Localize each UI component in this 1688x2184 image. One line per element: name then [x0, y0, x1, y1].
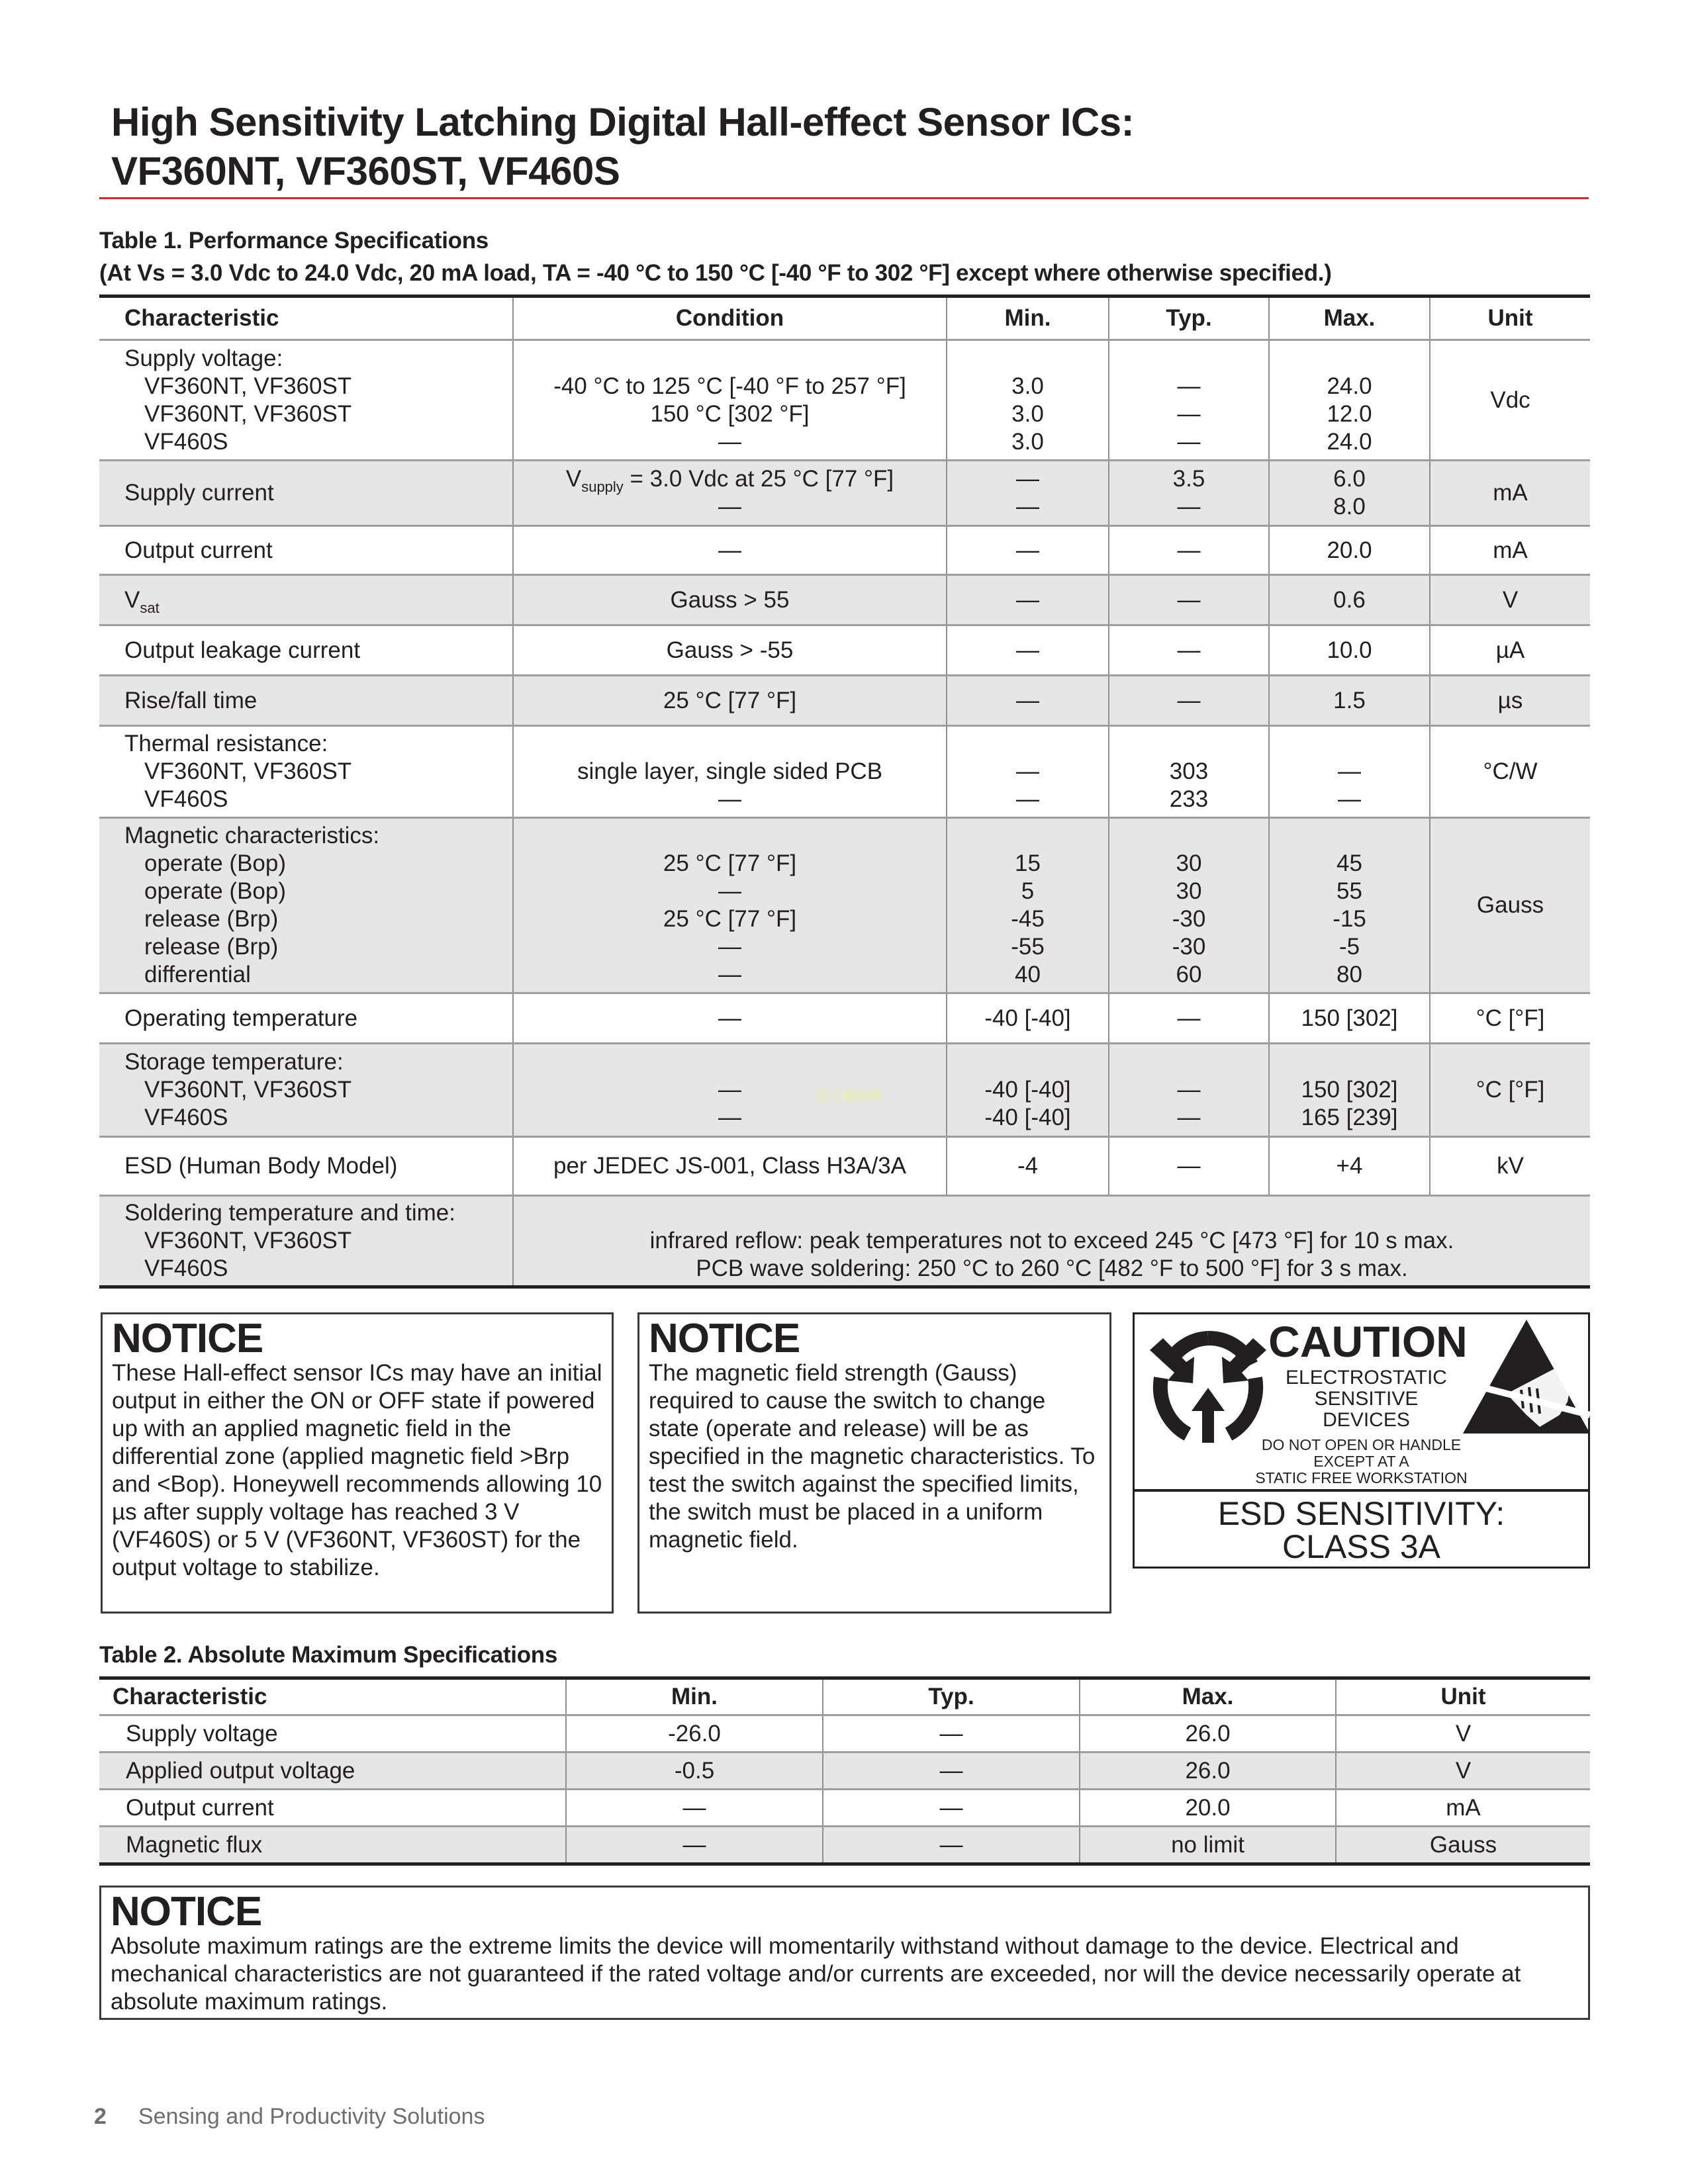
table2-caption: Table 2. Absolute Maximum Specifications — [99, 1642, 558, 1668]
typ-cell: — — [1109, 676, 1269, 726]
typ-cell: — — [823, 1827, 1080, 1864]
max-cell: 26.0 — [1080, 1752, 1336, 1790]
characteristic-cell: Supply voltage — [99, 1715, 566, 1752]
characteristic-label: Magnetic characteristics: — [124, 823, 380, 848]
max-cell — [1269, 340, 1430, 461]
unit-cell: mA — [1430, 526, 1590, 575]
page-footer — [94, 2103, 485, 2130]
page-number: 2 — [94, 2104, 107, 2129]
min-value: -40 [-40] — [984, 1077, 1071, 1103]
max-value: 8.0 — [1333, 494, 1366, 520]
condition-value: — — [718, 494, 741, 520]
unit-cell: µs — [1430, 676, 1590, 726]
col-header-min: Min. — [947, 296, 1109, 340]
characteristic-sublabel: VF360NT, VF360ST — [144, 1228, 352, 1253]
unit-cell: °C/W — [1430, 726, 1590, 818]
condition-cell: Gauss > -55 — [513, 625, 947, 676]
characteristic-label: Supply voltage: — [124, 345, 283, 371]
notice-magnetic-field — [637, 1312, 1111, 1614]
unit-cell: Gauss — [1430, 818, 1590, 993]
col-header-typ: Typ. — [1109, 296, 1269, 340]
soldering-conditions-cell — [513, 1196, 1590, 1287]
characteristic-cell: Rise/fall time — [99, 676, 513, 726]
max-value: 6.0 — [1333, 466, 1366, 492]
table-row — [99, 1827, 1590, 1864]
v-symbol: V — [565, 466, 582, 492]
esd-caution-label — [1133, 1312, 1590, 1569]
col-header-unit: Unit — [1430, 296, 1590, 340]
characteristic-cell — [99, 818, 513, 993]
condition-cell — [513, 726, 947, 818]
table1-subcaption: (At Vs = 3.0 Vdc to 24.0 Vdc, 20 mA load, TA = -40 °C to 150 °C [-40 °F to 302 °F] except where otherwise specified.) — [99, 260, 1332, 286]
title-line-1: High Sensitivity Latching Digital Hall-effect Sensor ICs: — [111, 100, 1135, 144]
condition-value: — — [718, 1077, 741, 1103]
characteristic-sublabel: VF460S — [144, 786, 228, 812]
col-header-unit: Unit — [1336, 1678, 1590, 1715]
characteristic-sublabel: VF460S — [144, 1105, 228, 1130]
typ-cell — [1109, 340, 1269, 461]
handling-line: DO NOT OPEN OR HANDLE — [1261, 1436, 1462, 1453]
min-value: 3.0 — [1011, 373, 1044, 399]
typ-value: 3.5 — [1172, 466, 1205, 492]
characteristic-cell: Magnetic flux — [99, 1827, 566, 1864]
table-row-esd — [99, 1137, 1590, 1196]
col-header-characteristic: Characteristic — [99, 1678, 566, 1715]
min-cell: — — [947, 575, 1109, 625]
typ-cell: — — [823, 1790, 1080, 1827]
characteristic-label: Soldering temperature and time: — [124, 1200, 455, 1226]
table-row-vsat — [99, 575, 1590, 625]
max-value: -5 — [1338, 934, 1360, 960]
notice-heading: NOTICE — [112, 1316, 263, 1361]
min-cell — [947, 726, 1109, 818]
characteristic-sublabel: VF460S — [144, 428, 228, 455]
typ-value: — — [1177, 428, 1201, 455]
min-cell: -4 — [947, 1137, 1109, 1196]
min-value: -55 — [1011, 934, 1045, 960]
condition-value: — — [718, 878, 741, 904]
footer-text: Sensing and Productivity Solutions — [138, 2104, 485, 2129]
table-row-operating-temperature — [99, 993, 1590, 1044]
typ-cell — [1109, 818, 1269, 993]
caution-heading: CAUTION — [1268, 1317, 1468, 1366]
notice-body: These Hall-effect sensor ICs may have an initial output in either the ON or OFF state if powered up with an applied magnetic field in the differential zone (applied magnetic field >Brp and <Bop). Honeywell recommends allowing 10 µs after supply voltage has reached 3 V (VF460S) or 5 V (VF360NT, VF360ST) for the output voltage to stabilize. — [112, 1360, 602, 1580]
characteristic-sublabel: release (Brp) — [144, 934, 279, 960]
characteristic-cell: Operating temperature — [99, 993, 513, 1044]
min-value: — — [1016, 494, 1039, 520]
min-value: 40 — [1015, 962, 1041, 987]
characteristic-cell — [99, 1196, 513, 1287]
condition-value: — — [718, 786, 741, 812]
max-value: — — [1338, 758, 1361, 784]
min-cell: — — [947, 676, 1109, 726]
subscript: sat — [140, 599, 160, 616]
table-row — [99, 1790, 1590, 1827]
typ-value: -30 — [1172, 906, 1206, 932]
condition-cell — [513, 340, 947, 461]
min-value: — — [1016, 758, 1039, 784]
max-value: 12.0 — [1327, 400, 1372, 427]
typ-cell: — — [823, 1715, 1080, 1752]
unit-cell: mA — [1430, 461, 1590, 526]
typ-cell: — — [823, 1752, 1080, 1790]
typ-value: 30 — [1176, 850, 1202, 876]
unit-cell: V — [1336, 1752, 1590, 1790]
max-cell: 20.0 — [1080, 1790, 1336, 1827]
condition-value: — — [718, 962, 741, 987]
min-cell — [947, 1044, 1109, 1137]
characteristic-sublabel: release (Brp) — [144, 906, 279, 932]
table-row-thermal-resistance — [99, 726, 1590, 818]
table-row-output-current — [99, 526, 1590, 575]
condition-value: 150 °C [302 °F] — [650, 400, 810, 427]
page-title — [111, 98, 1134, 196]
notice-heading: NOTICE — [111, 1889, 262, 1934]
typ-cell — [1109, 726, 1269, 818]
watermark: 芯片模块网 — [816, 1089, 882, 1104]
max-cell: no limit — [1080, 1827, 1336, 1864]
table-row-magnetic-characteristics — [99, 818, 1590, 993]
notice-heading: NOTICE — [649, 1316, 800, 1361]
condition-cell: — — [513, 993, 947, 1044]
title-line-2: VF360NT, VF360ST, VF460S — [111, 149, 620, 193]
col-header-min: Min. — [566, 1678, 823, 1715]
typ-cell — [1109, 1044, 1269, 1137]
min-cell — [947, 818, 1109, 993]
max-cell: 10.0 — [1269, 625, 1430, 676]
condition-cell — [513, 818, 947, 993]
table1-caption: Table 1. Performance Specifications — [99, 228, 489, 253]
typ-value: -30 — [1172, 934, 1206, 960]
condition-cell: per JEDEC JS-001, Class H3A/3A — [513, 1137, 947, 1196]
condition-value: 25 °C [77 °F] — [663, 906, 797, 932]
condition-value: 25 °C [77 °F] — [663, 850, 797, 876]
unit-cell: mA — [1336, 1790, 1590, 1827]
condition-cell: 25 °C [77 °F] — [513, 676, 947, 726]
esd-class-value: CLASS 3A — [1282, 1528, 1440, 1565]
max-cell — [1269, 461, 1430, 526]
max-value: 80 — [1336, 962, 1362, 987]
typ-cell: — — [1109, 1137, 1269, 1196]
characteristic-label: Storage temperature: — [124, 1049, 344, 1075]
notice-body: Absolute maximum ratings are the extreme limits the device will momentarily withstand without damage to the device. Electrical and mechanical characteristics are not guaranteed if the rated voltage and/or currents are exceeded, nor will the device necessarily operate at absolute maximum ratings. — [111, 1933, 1521, 2015]
unit-cell: Vdc — [1430, 340, 1590, 461]
caution-line: DEVICES — [1323, 1409, 1410, 1431]
min-value: 5 — [1021, 878, 1035, 904]
max-value: — — [1338, 786, 1361, 812]
col-header-condition: Condition — [513, 296, 947, 340]
typ-cell — [1109, 461, 1269, 526]
characteristic-cell — [99, 726, 513, 818]
max-value: 55 — [1336, 878, 1362, 904]
caution-esd-text — [1280, 1367, 1452, 1431]
characteristic-cell: Supply current — [99, 461, 513, 526]
condition-text: = 3.0 Vdc at 25 °C [77 °F] — [623, 466, 894, 492]
characteristic-sublabel: VF360NT, VF360ST — [144, 400, 352, 427]
unit-cell: °C [°F] — [1430, 1044, 1590, 1137]
min-cell: -0.5 — [566, 1752, 823, 1790]
min-cell: — — [566, 1790, 823, 1827]
soldering-wave: PCB wave soldering: 250 °C to 260 °C [482 °F to 500 °F] for 3 s max. — [696, 1255, 1408, 1281]
typ-cell: — — [1109, 575, 1269, 625]
characteristic-cell: Applied output voltage — [99, 1752, 566, 1790]
min-value: 3.0 — [1011, 428, 1044, 455]
characteristic-cell — [99, 575, 513, 625]
min-cell: — — [566, 1827, 823, 1864]
unit-cell: V — [1336, 1715, 1590, 1752]
characteristic-cell: Output current — [99, 526, 513, 575]
min-value: -45 — [1011, 906, 1045, 932]
max-value: 165 [239] — [1301, 1105, 1398, 1130]
esd-sensitivity-class — [1135, 1492, 1588, 1563]
characteristic-cell — [99, 340, 513, 461]
table-row — [99, 1752, 1590, 1790]
max-cell: 1.5 — [1269, 676, 1430, 726]
esd-sensitivity-label: ESD SENSITIVITY: — [1217, 1495, 1505, 1532]
table-header-row — [99, 1678, 1590, 1715]
characteristic-sublabel: VF360NT, VF360ST — [144, 1077, 352, 1103]
max-value: 45 — [1336, 850, 1362, 876]
typ-value: 30 — [1176, 878, 1202, 904]
col-header-max: Max. — [1269, 296, 1430, 340]
col-header-characteristic: Characteristic — [99, 296, 513, 340]
typ-value: 303 — [1169, 758, 1209, 784]
performance-specifications-table — [99, 295, 1590, 1289]
min-value: -40 [-40] — [984, 1105, 1071, 1130]
typ-value: 60 — [1176, 962, 1202, 987]
characteristic-sublabel: VF360NT, VF360ST — [144, 758, 352, 784]
unit-cell: kV — [1430, 1137, 1590, 1196]
unit-cell: V — [1430, 575, 1590, 625]
max-cell — [1269, 818, 1430, 993]
min-cell — [947, 340, 1109, 461]
characteristic-sublabel: VF460S — [144, 1255, 228, 1281]
characteristic-cell: Output leakage current — [99, 625, 513, 676]
typ-value: — — [1177, 494, 1201, 520]
min-cell: — — [947, 625, 1109, 676]
typ-cell: — — [1109, 993, 1269, 1044]
typ-value: 233 — [1169, 786, 1209, 812]
max-value: 24.0 — [1327, 428, 1372, 455]
min-cell: -40 [-40] — [947, 993, 1109, 1044]
condition-cell: — — [513, 526, 947, 575]
condition-value — [514, 465, 946, 493]
characteristic-sublabel: VF360NT, VF360ST — [144, 373, 352, 399]
max-cell: 0.6 — [1269, 575, 1430, 625]
condition-value: — — [718, 1105, 741, 1130]
caution-top-panel — [1135, 1314, 1588, 1492]
min-cell — [947, 461, 1109, 526]
caution-line: ELECTROSTATIC — [1286, 1367, 1447, 1388]
min-value: — — [1016, 786, 1039, 812]
condition-value: -40 °C to 125 °C [-40 °F to 257 °F] — [553, 373, 906, 399]
condition-value: — — [718, 428, 741, 455]
notice-power-up — [101, 1312, 614, 1614]
soldering-infrared: infrared reflow: peak temperatures not to exceed 245 °C [473 °F] for 10 s max. — [649, 1228, 1454, 1253]
condition-value: — — [718, 934, 741, 960]
min-cell: -26.0 — [566, 1715, 823, 1752]
notice-absolute-max — [99, 1886, 1590, 2020]
max-cell: 26.0 — [1080, 1715, 1336, 1752]
typ-cell: — — [1109, 625, 1269, 676]
min-value: 15 — [1015, 850, 1041, 876]
characteristic-cell — [99, 1044, 513, 1137]
min-value: 3.0 — [1011, 400, 1044, 427]
max-cell — [1269, 726, 1430, 818]
typ-value: — — [1177, 373, 1201, 399]
characteristic-cell: ESD (Human Body Model) — [99, 1137, 513, 1196]
absolute-maximum-specifications-table — [99, 1676, 1590, 1866]
characteristic-sublabel: operate (Bop) — [144, 850, 287, 876]
max-value: 150 [302] — [1301, 1077, 1398, 1103]
table-row-supply-current — [99, 461, 1590, 526]
min-value: — — [1016, 466, 1039, 492]
max-value: 24.0 — [1327, 373, 1372, 399]
handling-line: EXCEPT AT A — [1313, 1453, 1409, 1470]
characteristic-sublabel: differential — [144, 962, 251, 987]
characteristic-cell: Output current — [99, 1790, 566, 1827]
table-row-supply-voltage — [99, 340, 1590, 461]
table-row-soldering — [99, 1196, 1590, 1287]
caution-handling-text — [1135, 1437, 1588, 1486]
max-value: -15 — [1333, 906, 1366, 932]
title-divider — [99, 197, 1589, 199]
unit-cell: Gauss — [1336, 1827, 1590, 1864]
max-cell — [1269, 1044, 1430, 1137]
typ-cell: — — [1109, 526, 1269, 575]
unit-cell: °C [°F] — [1430, 993, 1590, 1044]
table-row — [99, 1715, 1590, 1752]
v-symbol: V — [124, 586, 140, 613]
min-cell: — — [947, 526, 1109, 575]
max-cell: 20.0 — [1269, 526, 1430, 575]
caution-line: SENSITIVE — [1314, 1388, 1419, 1410]
table-row-output-leakage-current — [99, 625, 1590, 676]
typ-value: — — [1177, 1077, 1201, 1103]
characteristic-sublabel: operate (Bop) — [144, 878, 287, 904]
condition-cell: Gauss > 55 — [513, 575, 947, 625]
unit-cell: µA — [1430, 625, 1590, 676]
table-row-rise-fall-time — [99, 676, 1590, 726]
notice-body: The magnetic field strength (Gauss) required to cause the switch to change state (operate and release) will be as specified in the magnetic characteristics. To test the switch against the specified limits, the switch must be placed in a uniform magnetic field. — [649, 1360, 1096, 1553]
characteristic-label: Thermal resistance: — [124, 731, 328, 756]
typ-value: — — [1177, 1105, 1201, 1130]
col-header-max: Max. — [1080, 1678, 1336, 1715]
max-cell: 150 [302] — [1269, 993, 1430, 1044]
subscript: supply — [581, 478, 624, 495]
col-header-typ: Typ. — [823, 1678, 1080, 1715]
handling-line: STATIC FREE WORKSTATION — [1255, 1469, 1468, 1486]
condition-cell — [513, 461, 947, 526]
table-header-row — [99, 296, 1590, 340]
max-cell: +4 — [1269, 1137, 1430, 1196]
condition-value: single layer, single sided PCB — [577, 758, 883, 784]
typ-value: — — [1177, 400, 1201, 427]
